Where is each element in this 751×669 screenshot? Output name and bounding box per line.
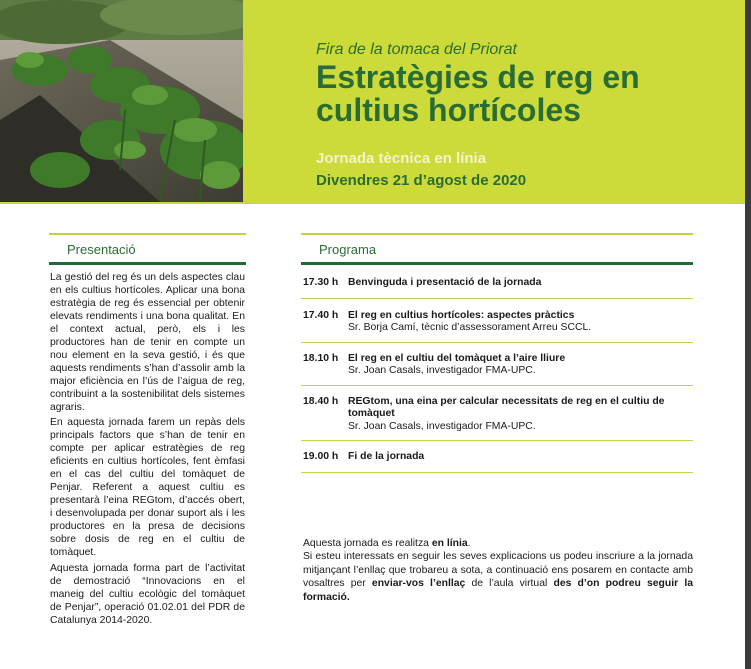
info-paragraph-2 (303, 550, 693, 604)
programa-item-title: Benvinguda i presentació de la jornada (348, 277, 542, 288)
programa-item-title: Fi de la jornada (348, 451, 425, 462)
programa-heading (301, 233, 693, 265)
presentacio-text (50, 272, 245, 631)
tomato-plants-photo (0, 0, 243, 202)
info-text-part: Si esteu interessats en seguir les seves explicacions us podeu inscriure a la jornada mitjançant l’enllaç que trobareu a sota, a continuació ens posarem en contacte amb vosaltres per (303, 551, 693, 590)
programa-item-time: 18.40 h (303, 395, 339, 407)
programa-list (301, 268, 693, 473)
info-paragraph-1 (303, 537, 693, 550)
programa-item-title: REGtom, una eina per calcular necessitats de reg en el cultiu de tomàquet (348, 395, 665, 419)
presentacio-paragraph: La gestió del reg és un dels aspectes clau en els cultius hortícoles. Aplicar una bona estratègia de reg és essencial per obtenir elevats rendiments i una bona qualitat. En el context actual, però, els i les productores han de tenir en compte un nou element en la seva gestió, i és que aquests rendiments s’han d’assolir amb la major eficiència en l’ús de l’aigua de reg, contribuint a la sostenibilitat dels sistemes agraris. (50, 272, 245, 413)
programa-item-speaker: Sr. Joan Casals, investigador FMA-UPC. (348, 420, 536, 432)
window-edge (745, 0, 751, 669)
programa-item-speaker: Sr. Borja Camí, tècnic d’assessorament Arreu SCCL. (348, 322, 592, 333)
info-text (303, 537, 693, 604)
programa-item (301, 268, 693, 299)
info-text-part: Aquesta jornada es realitza (303, 538, 432, 549)
info-text-bold: enviar-vos l’enllaç (371, 578, 466, 590)
programa-heading-label: Programa (319, 242, 377, 257)
header-banner (0, 0, 745, 202)
presentacio-heading (49, 233, 246, 265)
presentacio-heading-label: Presentació (67, 242, 136, 257)
programa-item (301, 441, 693, 473)
info-text-bold: des d’on podreu seguir la formació. (303, 578, 693, 603)
programa-item-title: El reg en el cultiu del tomàquet a l’aire lliure (348, 352, 566, 364)
programa-item-time: 18.10 h (303, 352, 339, 364)
info-text-part: de l’aula virtual (465, 578, 554, 590)
programa-item-speaker: Sr. Joan Casals, investigador FMA-UPC. (348, 365, 536, 376)
event-type: Jornada tècnica en línia (316, 150, 487, 167)
programa-item (301, 343, 693, 386)
header-divider (0, 202, 745, 204)
page-title: Estratègies de reg en cultius hortícoles (316, 59, 640, 128)
presentacio-paragraph: En aquesta jornada farem un repàs dels principals factors que s’han de tenir en compte per aplicar estratègies de reg eficients en cultius hortícoles, fent èmfasi en el cas del cultiu del tomàquet de Penjar. Referent a aquest cultiu es presentarà l’eina REGtom, d’accés obert, i desenvolupada per donar suport als i les productores en la presa de decisions sobre dosis de reg en el cultiu de tomàquet. (50, 417, 245, 559)
programa-item-time: 17.40 h (303, 309, 339, 321)
info-text-bold: en línia (431, 538, 468, 549)
presentacio-paragraph: Aquesta jornada forma part de l’activitat de demostració “Innovacions en el maneig del cultiu ecològic del tomàquet de Penjar”, operació 01.02.01 del PDR de Catalunya 2014-2020. (50, 562, 245, 626)
programa-item-title: El reg en cultius hortícoles: aspectes pràctics (348, 309, 575, 321)
info-text-part: . (467, 538, 471, 549)
programa-item-time: 17.30 h (303, 277, 339, 288)
event-date: Divendres 21 d’agost de 2020 (316, 172, 527, 189)
programa-item (301, 386, 693, 442)
programa-item-time: 19.00 h (303, 451, 339, 462)
programa-item (301, 299, 693, 343)
header-subtitle: Fira de la tomaca del Priorat (316, 41, 517, 58)
